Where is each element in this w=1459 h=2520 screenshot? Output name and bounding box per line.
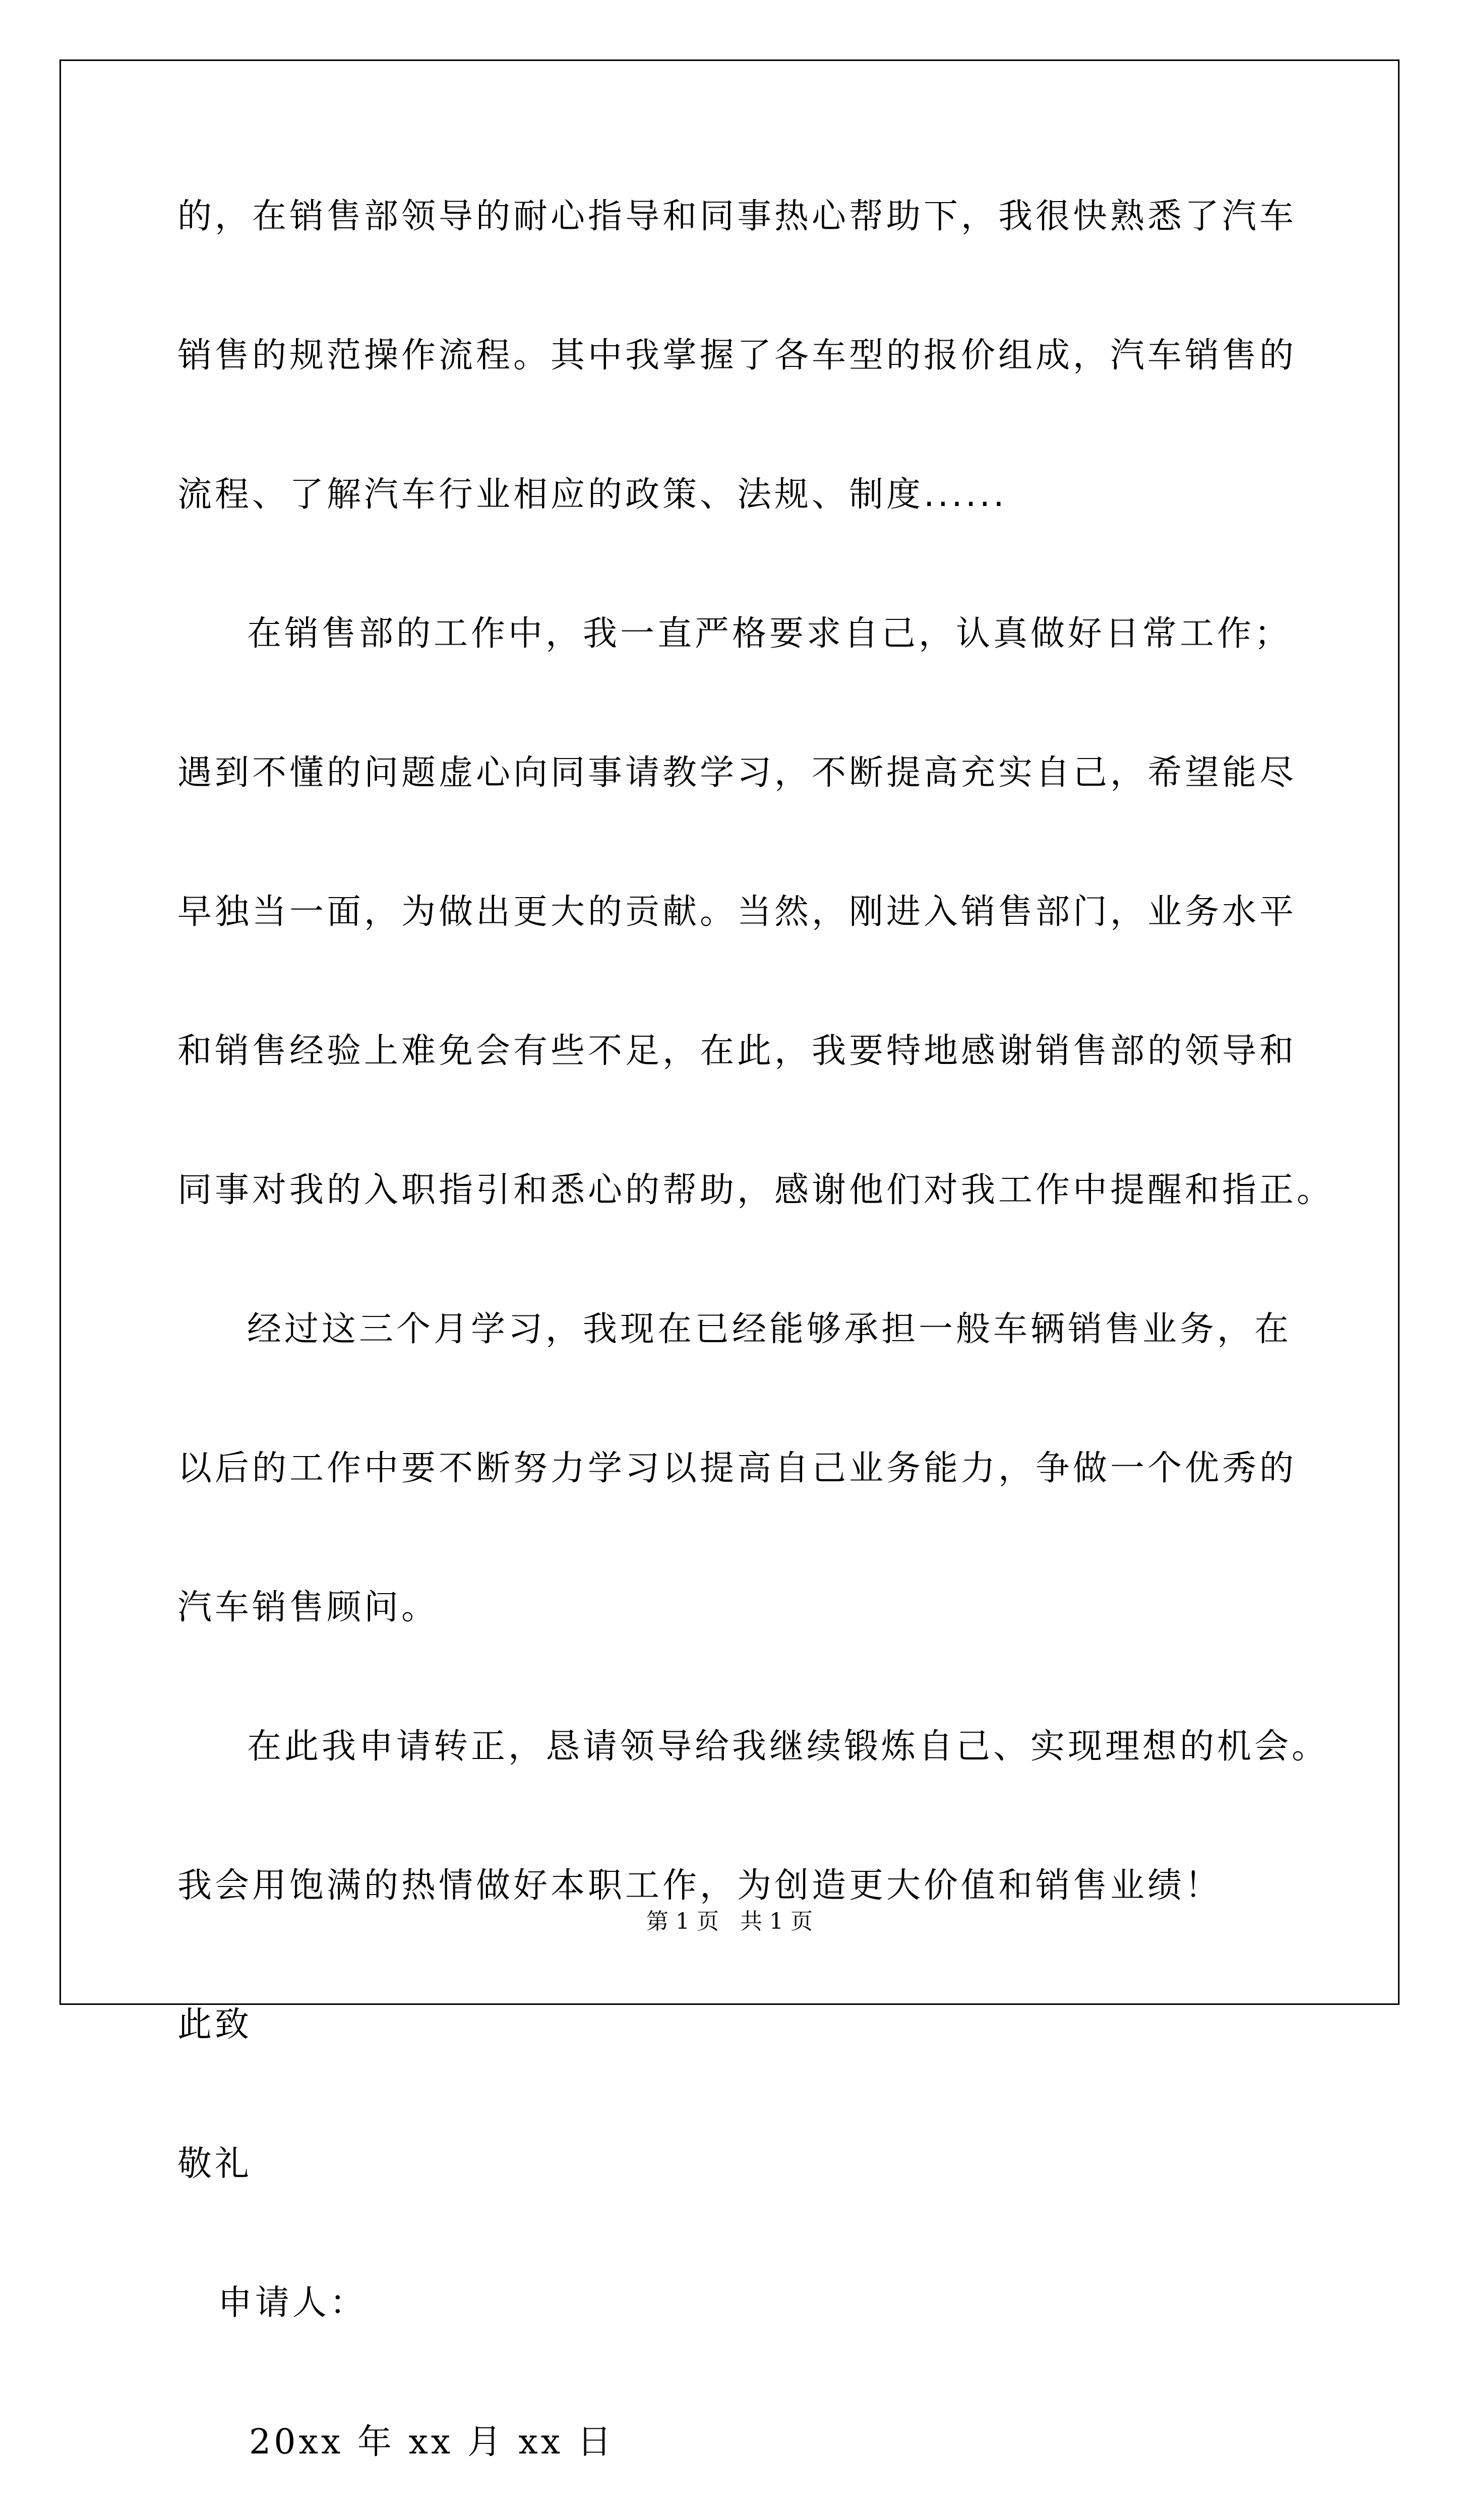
date-line: 20xx 年 xx 月 xx 日 <box>249 2422 615 2462</box>
paragraph-line: 经过这三个月学习，我现在已经能够承担一般车辆销售业务，在 <box>247 1309 1292 1349</box>
closing-line: 敬礼 <box>177 2144 253 2184</box>
paragraph-line: 以后的工作中要不断努力学习以提高自己业务能力，争做一个优秀的 <box>177 1448 1297 1488</box>
paragraph-line: 同事对我的入职指引和悉心的帮助，感谢他们对我工作中提醒和指正。 <box>177 1170 1334 1210</box>
page-footer: 第 1 页 共 1 页 <box>646 1909 813 1934</box>
paragraph-line: 汽车销售顾问。 <box>177 1588 439 1627</box>
letter-body <box>177 194 1334 2520</box>
paragraph-line: 流程、了解汽车行业相应的政策、法规、制度...... <box>177 475 1007 515</box>
paragraph-line: 遇到不懂的问题虚心向同事请教学习，不断提高充实自己，希望能尽 <box>177 753 1297 793</box>
salutation-line: 此致 <box>177 2005 253 2045</box>
applicant-line: 申请人： <box>218 2283 368 2323</box>
paragraph-line: 的，在销售部领导的耐心指导和同事热心帮助下，我很快熟悉了汽车 <box>177 197 1297 236</box>
paragraph-line: 销售的规范操作流程。其中我掌握了各车型的报价组成，汽车销售的 <box>177 336 1297 375</box>
paragraph-line: 在销售部的工作中，我一直严格要求自己，认真做好日常工作； <box>247 614 1292 654</box>
paragraph-line: 在此我申请转正，恳请领导给我继续锻炼自己、实现理想的机会。 <box>247 1727 1329 1767</box>
paragraph-line: 早独当一面，为做出更大的贡献。当然，刚进入销售部门，业务水平 <box>177 892 1297 932</box>
paragraph-line: 我会用饱满的热情做好本职工作，为创造更大价值和销售业绩！ <box>177 1866 1223 1906</box>
paragraph-line: 和销售经验上难免会有些不足，在此，我要特地感谢销售部的领导和 <box>177 1031 1297 1071</box>
